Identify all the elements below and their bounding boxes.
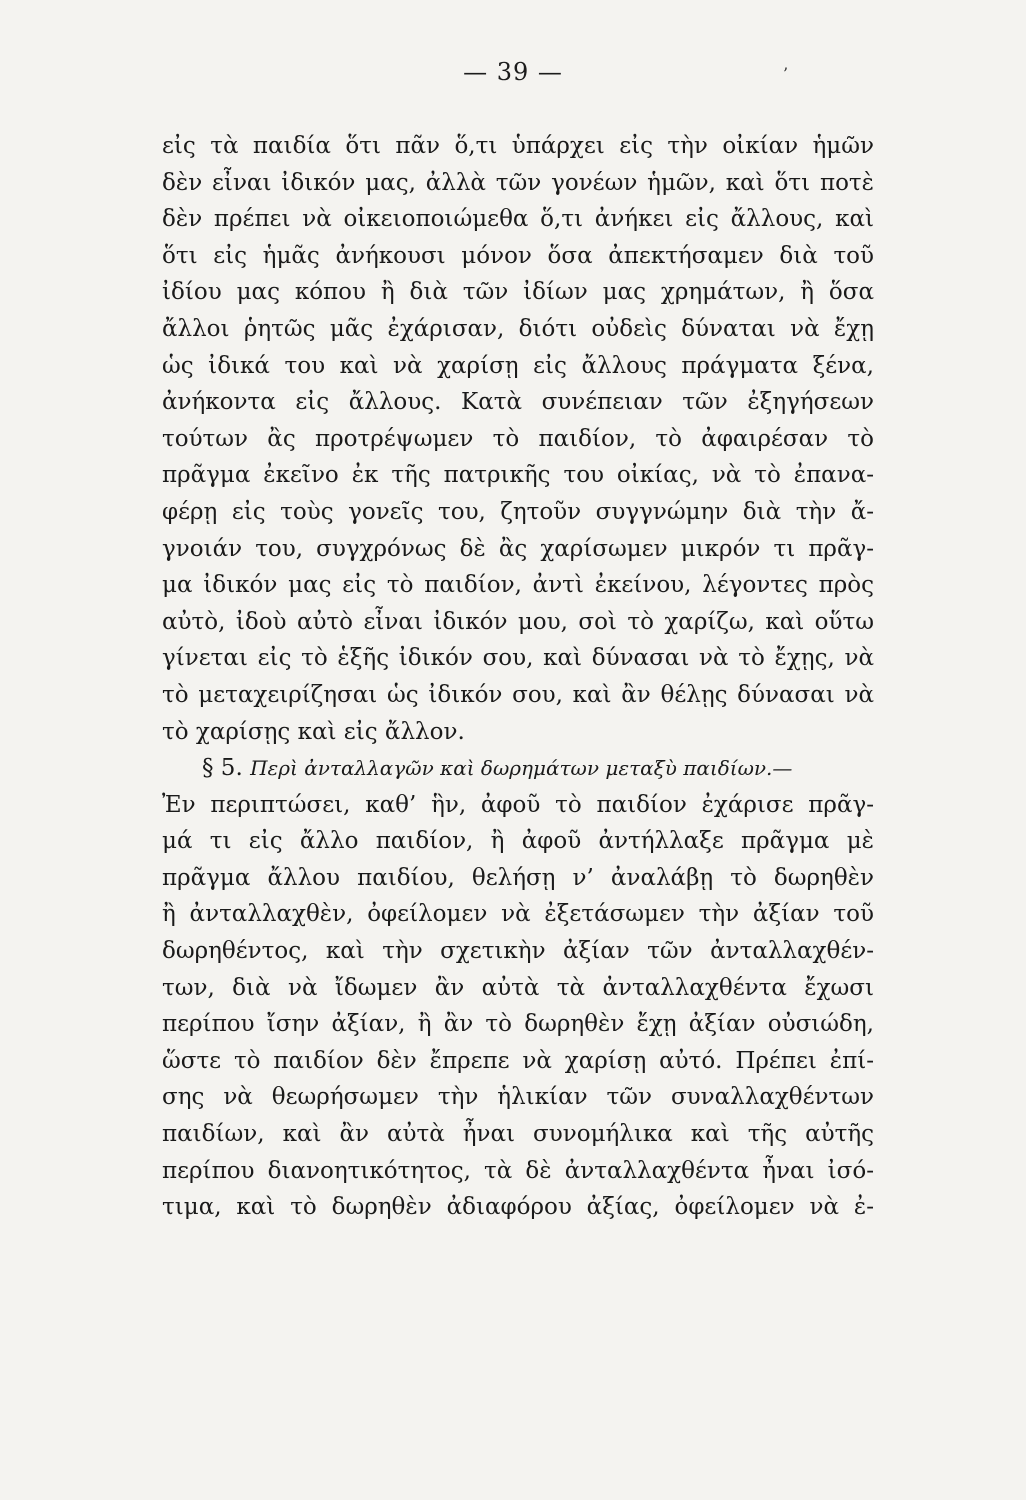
text-line: αὐτὸ, ἰδοὺ αὐτὸ εἶναι ἰδικόν μου, σοὶ τὸ χαρίζω, καὶ οὕτω bbox=[162, 608, 874, 635]
text-line: σης νὰ θεωρήσωμεν τὴν ἡλικίαν τῶν συναλλαχθέντων bbox=[162, 1084, 874, 1111]
text-line: ἢ ἀνταλλαχθὲν, ὀφείλομεν νὰ ἐξετάσωμεν τὴν ἀξίαν τοῦ bbox=[162, 901, 874, 928]
body-text bbox=[162, 128, 874, 1226]
text-line: ὅτι εἰς ἡμᾶς ἀνήκουσι μόνον ὅσα ἀπεκτήσαμεν διὰ τοῦ bbox=[162, 242, 874, 269]
text-line: παιδίων, καὶ ἂν αὐτὰ ἦναι συνομήλικα καὶ τῆς αὐτῆς bbox=[162, 1121, 874, 1148]
section-mark: § 5. bbox=[202, 755, 243, 782]
text-line: τὸ χαρίσῃς καὶ εἰς ἄλλον. bbox=[162, 718, 465, 745]
text-line: δὲν πρέπει νὰ οἰκειοποιώμεθα ὅ,τι ἀνήκει εἰς ἄλλους, καὶ bbox=[162, 206, 874, 233]
text-line: πρᾶγμα ἐκεῖνο ἐκ τῆς πατρικῆς του οἰκίας, νὰ τὸ ἐπανα- bbox=[162, 462, 874, 489]
text-line: δὲν εἶναι ἰδικόν μας, ἀλλὰ τῶν γονέων ἡμῶν, καὶ ὅτι ποτὲ bbox=[162, 169, 874, 196]
text-line: ἰδίου μας κόπου ἢ διὰ τῶν ἰδίων μας χρημάτων, ἢ ὅσα bbox=[162, 279, 874, 306]
text-line: των, διὰ νὰ ἴδωμεν ἂν αὐτὰ τὰ ἀνταλλαχθέντα ἔχωσι bbox=[162, 974, 874, 1001]
text-line: γίνεται εἰς τὸ ἑξῆς ἰδικόν σου, καὶ δύνασαι νὰ τὸ ἔχῃς, νὰ bbox=[162, 645, 874, 672]
text-line: γνοιάν του, συγχρόνως δὲ ἂς χαρίσωμεν μικρόν τι πρᾶγ- bbox=[162, 535, 874, 562]
text-line: φέρῃ εἰς τοὺς γονεῖς του, ζητοῦν συγγνώμην διὰ τὴν ἄ- bbox=[162, 498, 874, 525]
text-line: περίπου διανοητικότητος, τὰ δὲ ἀνταλλαχθέντα ἦναι ἰσό- bbox=[162, 1157, 874, 1184]
text-line: ὡς ἰδικά του καὶ νὰ χαρίσῃ εἰς ἄλλους πράγματα ξένα, bbox=[162, 352, 874, 379]
text-line: μα ἰδικόν μας εἰς τὸ παιδίον, ἀντὶ ἐκείνου, λέγοντες πρὸς bbox=[162, 572, 874, 599]
text-line: δωρηθέντος, καὶ τὴν σχετικὴν ἀξίαν τῶν ἀνταλλαχθέν- bbox=[162, 938, 874, 965]
section-heading bbox=[162, 750, 874, 787]
text-line: Ἐν περιπτώσει, καθ’ ἣν, ἀφοῦ τὸ παιδίον ἐχάρισε πρᾶγ- bbox=[162, 791, 874, 818]
text-line: ὥστε τὸ παιδίον δὲν ἔπρεπε νὰ χαρίσῃ αὐτό. Πρέπει ἐπί- bbox=[162, 1047, 874, 1074]
stray-mark: ’ bbox=[783, 64, 789, 83]
text-line: μά τι εἰς ἄλλο παιδίον, ἢ ἀφοῦ ἀντήλλαξε πρᾶγμα μὲ bbox=[162, 828, 874, 855]
text-line: τὸ μεταχειρίζησαι ὡς ἰδικόν σου, καὶ ἂν θέλῃς δύνασαι νὰ bbox=[162, 681, 874, 708]
text-line: ἄλλοι ῥητῶς μᾶς ἐχάρισαν, διότι οὐδεὶς δύναται νὰ ἔχῃ bbox=[162, 315, 874, 342]
text-line: πρᾶγμα ἄλλου παιδίου, θελήσῃ ν’ ἀναλάβῃ τὸ δωρηθὲν bbox=[162, 864, 874, 891]
text-line: εἰς τὰ παιδία ὅτι πᾶν ὅ,τι ὑπάρχει εἰς τὴν οἰκίαν ἡμῶν bbox=[162, 133, 874, 159]
text-line: τούτων ἂς προτρέψωμεν τὸ παιδίον, τὸ ἀφαιρέσαν τὸ bbox=[162, 425, 874, 452]
text-line: περίπου ἴσην ἀξίαν, ἢ ἂν τὸ δωρηθὲν ἔχῃ ἀξίαν οὐσιώδη, bbox=[162, 1011, 874, 1038]
page-number: — 39 — bbox=[463, 58, 563, 86]
text-line: τιμα, καὶ τὸ δωρηθὲν ἀδιαφόρου ἀξίας, ὀφείλομεν νὰ ἐ- bbox=[162, 1194, 874, 1221]
section-title: Περὶ ἀνταλλαγῶν καὶ δωρημάτων μεταξὺ παιδίων.— bbox=[250, 756, 793, 781]
text-line: ἀνήκοντα εἰς ἄλλους. Κατὰ συνέπειαν τῶν ἐξηγήσεων bbox=[162, 389, 874, 416]
